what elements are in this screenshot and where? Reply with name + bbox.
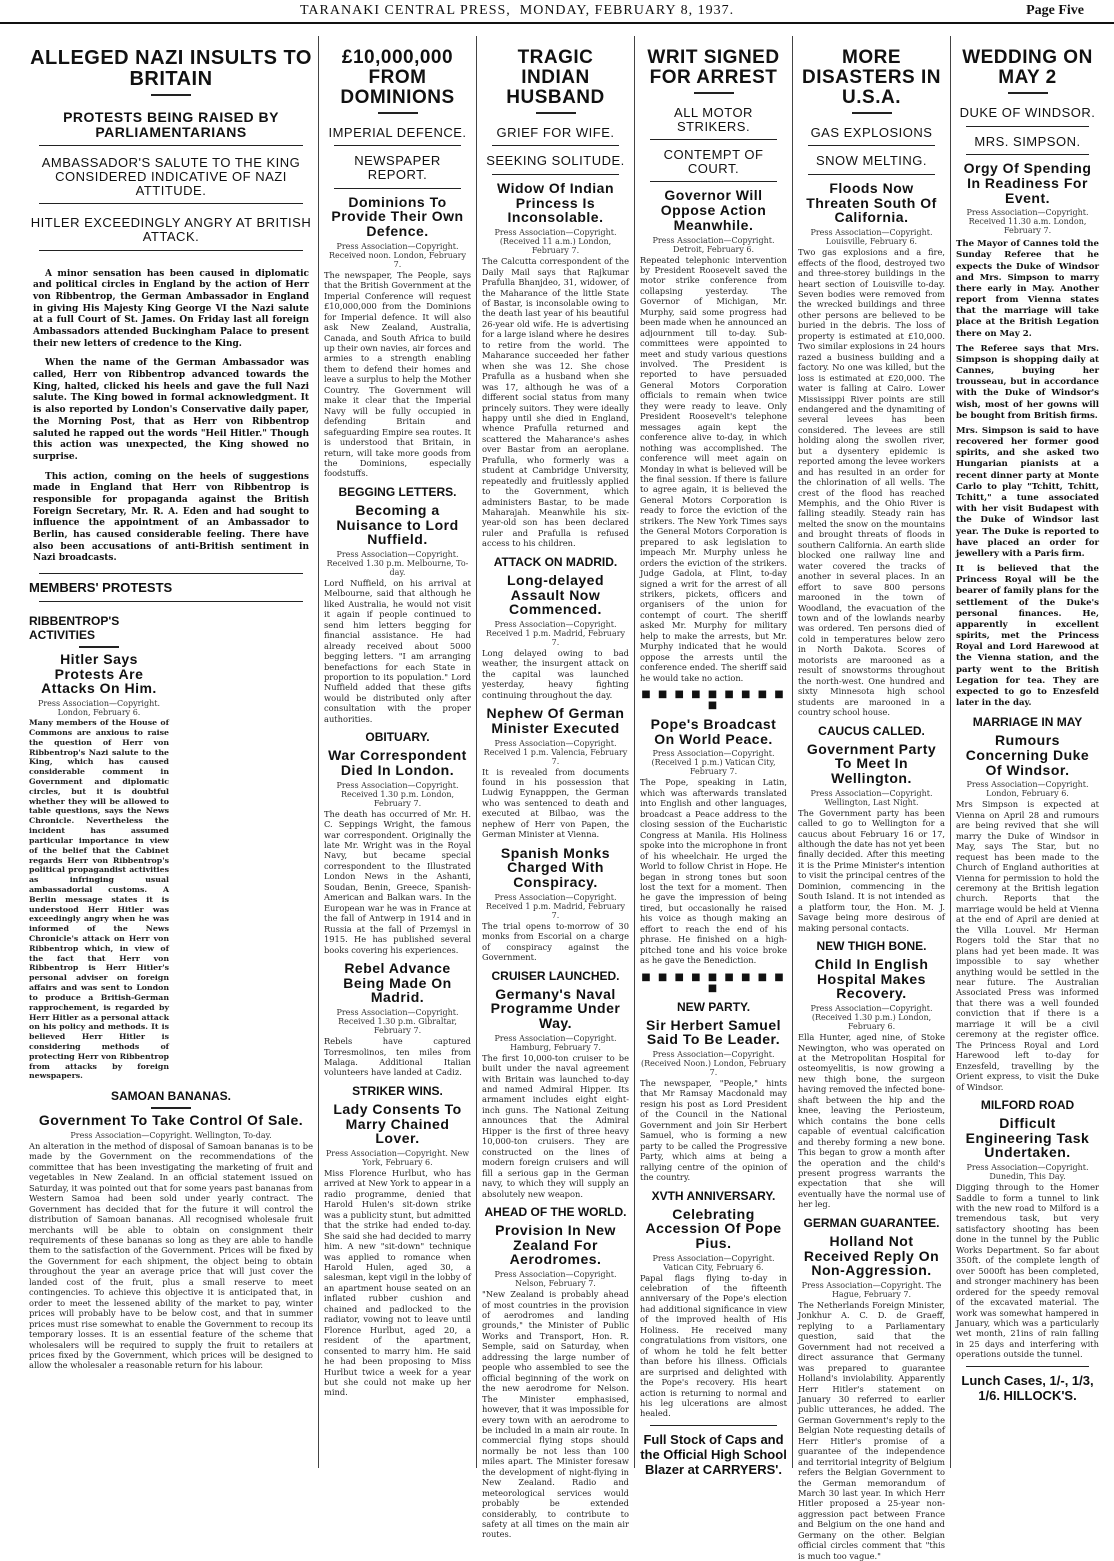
advertisement: Lunch Cases, 1/-, 1/3, 1/6. HILLOCK'S.: [961, 1372, 1094, 1403]
headline: TRAGIC INDIAN HUSBAND: [506, 47, 605, 108]
story-head: War Correspondent Died In London.: [328, 747, 467, 778]
dateline: Press Association—Copyright. London, February 6.: [37, 699, 161, 718]
subhead: MRS. SIMPSON.: [974, 133, 1081, 149]
section-head: GERMAN GUARANTEE.: [803, 1215, 940, 1230]
subhead: SNOW MELTING.: [816, 153, 927, 169]
story-head: Difficult Engineering Task Undertaken.: [965, 1115, 1090, 1161]
paragraph: When the name of the German Ambassador was called, Herr von Ribbentrop advanced towards the King, halted, clicked his heels and gave the full Nazi salute. The King bowed in formal acknowledgment. It is also reported by London's Conservative daily paper, the Morning Post, that as Herr von Ribbentrop saluted he rapped out the words "Heil Hitler." Though this action was unexpected, the King showed no surprise.: [33, 358, 309, 462]
dateline: Press Association—Copyright. Received noon. London, February 7.: [329, 241, 466, 269]
story-body: The Netherlands Foreign Minister, Jonkhur A. C. D. de Graeff, replying to a Parliamentary question, said that the Government had not received a direct assurance that Germany was prepared to guarantee Holland's inviolability. Apparently Herr Hitler's statement on January 30 referred to earlier public utterances, he added. The German Government's reply to the Belgian Note requesting details of Herr Hitler's promise of a guarantee of the independence and territorial integrity of Belgium refers the Belgian Government to the German memorandum of March 30 last year. In which Herr Hitler proposed a 25-year non-aggression pact between France and Belgium on the one hand and Germany on the other. Belgian official circles comment that "this is much too vague.": [798, 1299, 945, 1561]
paragraph: This action, coming on the heels of suggestions made in England that Herr von Ribbentrop is responsible for propaganda against the British Foreign Secretary, Mr. R. A. Eden and had sought to influence the appointment of an Ambassador to Berlin, has caused considerable feeling. There have also been accusations of anti-British sentiment in Nazi broadcasts.: [33, 471, 309, 564]
story-body: Rebels have captured Torresmolinos, ten miles from Malaga. Additional Italian volunteers have landed at Cadiz.: [324, 1036, 471, 1078]
column-1: [24, 36, 318, 1468]
column-6: [950, 36, 1104, 1468]
masthead: [0, 0, 1114, 24]
dateline: Press Association—Copyright. Vatican City, February 6.: [652, 1253, 775, 1272]
paragraph: Mrs. Simpson is said to have recovered her former good spirits, and she asked two Hungarian pianists at a recent dinner party at Monte Carlo to play "Tchitt, Tchitt, Tchitt," a tune associated with her visit Budapest with the Duke of Windsor last year. The Duke is reported to have placed an order for jewellery with a Paris firm.: [956, 425, 1099, 559]
dateline: Press Association—Copyright. Received 1 p.m. Madrid, February 7.: [485, 892, 626, 920]
story-head: Government Party To Meet In Wellington.: [806, 740, 937, 786]
dateline: Press Association—Copyright. Received 11.30 a.m. London, February 7.: [966, 208, 1089, 236]
dateline: Press Association—Copyright. Received 1.30 p.m. Gibraltar, February 7.: [336, 1008, 459, 1036]
paper-name: TARANAKI CENTRAL PRESS, MONDAY, FEBRUARY 8, 1937.: [300, 3, 735, 18]
dateline: Press Association—Copyright. Received 1.30 p.m. London, February 7.: [336, 780, 459, 808]
dateline: Press Association—Copyright. (Received 11 a.m.) London, February 7.: [494, 228, 617, 256]
story-body: The Calcutta correspondent of the Daily Mail says that Rajkumar Prafulla Bhanjdeo, 31, widower, of the Maharance of the little State of Bastar, is inconsolable owing to the death last year of his beautiful 26-year old wife. He is advertising for a large island where he desires to retire from the world. The Maharance succeeded her father when she was 12. She chose Prafulla as a husband when she was 17, although he was of a different social status from many princely suitors. They were ideally happy until she died in England, whence Prafulla returned and scattered the Maharance's ashes over Bastar from an aeroplane. Prafulla, who formerly was a student at Cambridge University, repeatedly and fruitlessly applied to the Government, which administers Bastar, to be made Maharajah. Meanwhile his six-year-old son has been declared ruler and Prafulla is refused access to his children.: [482, 256, 629, 549]
story-head: Widow Of Indian Princess Is Inconsolable.: [496, 180, 615, 226]
column-4: WRIT SIGNED FOR ARREST ALL MOTOR STRIKERS. CONTEMPT OF COURT. Governor Will Oppose Action Meanwhile. Press Association—Copyright. Detroit, February 6. Repeated telephonic intervention by President Roosevelt saved the motor strike conference from collapsing yesterday. The Governor of Michigan, Mr. Murphy, said some progress had been made when he announced an adjournment till to-day. Sub-committees were appointed to meet and study various questions involved. The President is reported to have persuaded General Motors Corporation officials to remain when twice they were ready to leave. Only President Roosevelt's telephone messages again kept the conference alive to-day, in which nothing was accomplished. The conference will meet again on Monday in what is believed will be the final session. If there is failure to agree again, it is believed the General Motors Corporation is ready to force the eviction of the strikers. The New York Times says the General Motors Corporation is prepared to ask legislation to impeach Mr. Murphy unless he orders the eviction of the strikers. Judge Gadola, at Flint, to-day signed a writ for the arrest of all strikers, pickets, officers and organisers of the union for contempt of court. The sheriff asked Mr. Murphy for military help to make the arrests, but Mr. Murphy indicated that he would oppose the arrests until the conference ended. The sheriff said he would take no action. ■ ■ ■ ■ ■ ■ ■ ■ ■ ■ Pope's Broadcast On World Peace. Press Association—Copyright. (Received 1 p.m.) Vatican City, February 7. The Pope, speaking in Latin, which was afterwards translated into English and other languages, broadcast a Peace address to the closing session of the Eucharistic Congress at Manila. His Holiness spoke into the microphone in front of his wheelchair. He urged the World to follow Christ in Hope. He began in strong tones but soon lost the text for a moment. Then he gave the impression of being tired, but occasionally he raised his voice as though making an effort to reach the end of his phrase. He finished on a high-pitched tone and his voice broke as he gave the Benediction. ■ ■ ■ ■ ■ ■ ■ ■ ■ ■ NEW PARTY. Sir Herbert Samuel Said To Be Leader. Press Association—Copyright. (Received Noon.) London, February 7. The newspaper, "People," hints that Mr Ramsay Macdonald may resign his post as Lord President of the Council in the National Government and join Sir Herbert Samuel, who is forming a new party to be called the Progressive Party, which aims at being a rallying centre of the opinion of the country. XVTH ANNIVERSARY. Celebrating Accession Of Pope Pius. Press Association—Copyright. Vatican City, February 6. Papal flags flying to-day in celebration of the fifteenth anniversary of the Pope's election had additional significance in view of the improved health of His Holiness. He received many congratulations from visitors, one of whom he told he felt better than before his illness. Officials are surprised and delighted with the Pope's recovery. His heart action is returning to normal and his leg ulcerations are almost healed. Full Stock of Caps and the Official High School Blazer at CARRYERS'.: [634, 36, 792, 1468]
story-head: Governor Will Oppose Action Meanwhile.: [660, 187, 767, 233]
advertisement: Full Stock of Caps and the Official High School Blazer at CARRYERS'.: [640, 1431, 787, 1477]
story-head: Nephew Of German Minister Executed: [486, 705, 625, 736]
subhead: IMPERIAL DEFENCE.: [328, 124, 467, 140]
story-body: The newspaper, "People," hints that Mr Ramsay Macdonald may resign his post as Lord President of the Council in the National Government and join Sir Herbert Samuel, who is forming a new party to be called the Progressive Party, which aims at being a rallying centre of the opinion of the country.: [640, 1077, 787, 1183]
dateline: Press Association—Copyright. Detroit, February 6.: [652, 235, 775, 254]
dateline: Press Association—Copyright. (Received 1.30 p.m.) London, February 6.: [810, 1004, 933, 1032]
story-body: Digging through to the Homer Saddle to form a tunnel to link with the new road to Milford is a tremendous task, but very satisfactory shooting has been done in the tunnel by the Public Works Department. So far about 350ft. of the complete length of over 5000ft has been completed, and stronger machinery has been ordered for the speedy removal of the excavated material. The work was somewhat hampered in January, which was a particularly wet month, 21ins of rain falling in 25 days and interfering with operations outside the tunnel.: [956, 1182, 1099, 1360]
story-body: The death has occurred of Mr. H. C. Seppings Wright, the famous war correspondent. Originally the late Mr. Wright was in the Royal Navy, but became special correspondent to the Illustrated London News in the Ashanti, Soudan, Benin, Greece, Spanish-American and Balkan wars. In the European war he was in France at the fall of Antwerp in 1914 and in Russia at the fall of Przemysl in 1915. He has published several books covering his experiences.: [324, 808, 471, 955]
story-body: Papal flags flying to-day in celebration of the fifteenth anniversary of the Pope's election had additional significance in view of the improved health of His Holiness. He received many congratulations from visitors, one of whom he told he felt better than before his illness. Officials are surprised and delighted with the Pope's recovery. His heart action is returning to normal and his leg ulcerations are almost healed.: [640, 1272, 787, 1419]
subhead: NEWSPAPER REPORT.: [354, 153, 441, 183]
section-head: MEMBERS' PROTESTS: [29, 580, 173, 596]
dateline: Press Association—Copyright. Nelson, February 7.: [494, 1270, 617, 1289]
column-2: [318, 36, 476, 1468]
story-body: Long delayed owing to bad weather, the insurgent attack on the capital was launched yesterday, heavy fighting continuing throughout the day.: [482, 647, 629, 700]
headline: WEDDING ON MAY 2: [962, 47, 1093, 88]
story-body: The Government party has been called to go to Wellington for a caucus about February 16 or 17, although the date has not yet been finally decided. After this meeting it is the Prime Minister's intention to visit the principal centres of the Dominion, commencing in the South Island. It is not intended as a platform tour, the Hon. M. J. Savage being more desirous of making personal contacts.: [798, 807, 945, 933]
subhead: HITLER EXCEEDINGLY ANGRY AT BRITISH ATTACK.: [30, 215, 312, 244]
story-head: Celebrating Accession Of Pope Pius.: [645, 1205, 782, 1251]
section-head: OBITUARY.: [365, 730, 430, 745]
column-5: [792, 36, 950, 1561]
subhead: AMBASSADOR'S SALUTE TO THE KING CONSIDERED INDICATIVE OF NAZI ATTITUDE.: [41, 155, 301, 198]
headline: WRIT SIGNED FOR ARREST: [647, 47, 780, 88]
story-head: Spanish Monks Charged With Conspiracy.: [500, 844, 611, 891]
story-body: Two gas explosions and a fire, effects of the flood, destroyed two and three-storey buildings in the heart section of Louisville to-day. Seven bodies were removed from the wrecked buildings and three other persons are believed to be buried in the debris. The loss of property is estimated at £10,000. Two similar explosions in 24 hours razed a business building and a factory. No one was killed, but the loss is estimated at £20,000. The water is falling at Cairo. Lower Mississippi River points are still endangered and the dynamiting of several levees has been considered. The levees are still holding along the swollen river, but a dysentery epidemic is reported among the levee workers and has resulted in an order for the chlorination of all wells. The crest of the flood has reached Memphis, and the Ohio River is falling steadily. Steady rain has melted the snow on the mountains and brought threats of floods in southern California. An earth slide blocked one railway line and water covered the tracks of another in several places. In an effort to save 800 persons marooned in the town of Woodland, the evacuation of the town and of the lowlands nearby was ordered. Ten persons died of cold in temperatures below zero in North Dakota. Scores of motorists are marooned as a result of snowstorms throughout the north-west. One hundred and sixty Minnesota high school students are marooned in a country school house.: [798, 247, 945, 718]
story-body: An alteration in the method of disposal of Samoan bananas is to be made by the Government on the recommendations of the committee that has been investigating the marketing of fruit and vegetables in New Zealand. In an official statement issued on Saturday, it was pointed out that for some years past bananas from Western Samoa had been sold under yearly contract. The Government has decided that for the future it will control the distribution of Samoan bananas. All recognised wholesale fruit merchants will be able to obtain on consignment their requirements of these bananas so long as they are able to handle them to the satisfaction of the Government. Prices will be fixed by the Government for each shipment, the object being to obtain throughout the year an average price that will just cover the landed cost of the fruit, plus a small reserve to meet contingencies. To achieve this objective it is anticipated that, in order to meet the lessened ability of the market to pay, winter prices will probably have to be below cost, and that in summer prices must rise somewhat to enable the Government to recoup its temporary losses. It is an essential feature of the scheme that wholesalers will be required to supply the fruit to retailers at prices fixed by the Government, which prices will be designed to allow the wholesaler a reasonable return for his labour.: [29, 1140, 313, 1371]
story-head: Pope's Broadcast On World Peace.: [650, 716, 777, 747]
dateline: Press Association—Copyright. London, February 6.: [966, 780, 1089, 799]
dateline: Press Association—Copyright. Received 1 p.m. Valencia, February 7.: [483, 738, 628, 766]
subhead: CONTEMPT OF COURT.: [663, 147, 764, 176]
story-head: Sir Herbert Samuel Said To Be Leader.: [645, 1016, 782, 1048]
headline: MORE DISASTERS IN U.S.A.: [801, 47, 942, 108]
story-head: Dominions To Provide Their Own Defence.: [331, 193, 464, 240]
paragraph: The Mayor of Cannes told the Sunday Referee that he expects the Duke of Windsor and Mrs. Simpson to marry there early in May. Another report from Vienna states that the marriage will take place at the British Legation there on May 2.: [956, 239, 1099, 339]
section-head: AHEAD OF THE WORLD.: [484, 1205, 627, 1219]
story-head: Government To Take Control Of Sale.: [38, 1112, 304, 1129]
subhead: GAS EXPLOSIONS: [810, 124, 933, 140]
story-body: The first 10,000-ton cruiser to be built under the naval agreement with Britain was launched to-day and named Admiral Hipper. Its armament includes eight eight-inch guns. The National Zeitung announces that the Admiral Hipper is the first of three heavy 10,000-ton cruisers. They are constructed on the lines of modern foreign cruisers and will fill a serious gap in the German navy, to which they will supply an absolutely new weapon.: [482, 1052, 629, 1199]
story-body: "New Zealand is probably ahead of most countries in the provision of aerodromes and landing grounds," the Minister of Public Works and Transport, Hon. R. Semple, said on Saturday, when addressing the large number of people who assembled to see the official beginning of the work on the new aerodrome for Nelson. The Minister emphasised, however, that it was impossible for every town with an aerodrome to be included in a main air route. In commercial flying stops should normally be not less than 100 miles apart. The Minister foresaw the development of night-flying in New Zealand. Radio and meteorological services would probably be extended considerably, to contribute to safety at all times on the main air routes.: [482, 1289, 629, 1540]
dateline: Press Association—Copyright. The Hague, February 7.: [801, 1280, 942, 1299]
subhead: SEEKING SOLITUDE.: [486, 153, 625, 169]
story-head: Floods Now Threaten South Of California.: [806, 180, 937, 226]
story-head: Hitler Says Protests Are Attacks On Him.: [41, 651, 157, 697]
story-body: Repeated telephonic intervention by President Roosevelt saved the motor strike conference from collapsing yesterday. The Governor of Michigan, Mr. Murphy, said some progress had been made when he announced an adjournment till to-day. Sub-committees were appointed to meet and study various questions involved. The President is reported to have persuaded General Motors Corporation officials to remain when twice they were ready to leave. Only President Roosevelt's telephone messages again kept the conference alive to-day, in which nothing was accomplished. The conference will meet again on Monday in what is believed will be the final session. If there is failure to agree again, it is believed the General Motors Corporation is ready to force the eviction of the strikers. The New York Times says the General Motors Corporation is prepared to ask legislation to impeach Mr. Murphy unless he orders the eviction of the strikers. Judge Gadola, at Flint, to-day signed a writ for the arrest of all strikers, pickets, officers and organisers of the union for contempt of court. The sheriff asked Mr. Murphy for military help to make the arrests, but Mr. Murphy indicated that he would oppose the arrests until the conference ended. The sheriff said he would take no action.: [640, 254, 787, 683]
section-head: STRIKER WINS.: [352, 1083, 443, 1098]
story-head: Lady Consents To Marry Chained Lover.: [333, 1100, 462, 1147]
column-3: [476, 36, 634, 1540]
columns: [24, 36, 1104, 1561]
story-head: Long-delayed Assault Now Commenced.: [506, 571, 604, 618]
subhead: GRIEF FOR WIFE.: [496, 124, 615, 140]
dateline: Press Association—Copyright. Wellington, To-day.: [70, 1130, 272, 1140]
page-number: Page Five: [1026, 3, 1084, 18]
section-head: SAMOAN BANANAS.: [111, 1089, 231, 1104]
section-head: BEGGING LETTERS.: [338, 484, 457, 499]
subhead: ALL MOTOR STRIKERS.: [674, 104, 753, 134]
story-body: The newspaper, The People, says that the British Government at the Imperial Conference will request £10,000,000 from the Dominions for Imperial defence. It will also ask New Zealand, Australia, Canada, and South Africa to build up their own navies, air forces and armies to a strength enabling them to defend their homes and leave a surplus to help the Mother Country. The Government will make it clear that the Imperial Navy will be fully occupied in defending Britain and safeguarding Empire sea routes. It is understood that Britain, in return, will take more goods from the Dominions, especially foodstuffs.: [324, 269, 471, 479]
story-head: Becoming a Nuisance to Lord Nuffield.: [336, 501, 459, 548]
section-head: NEW THIGH BONE.: [816, 939, 927, 954]
story-head: Provision In New Zealand For Aerodromes.: [495, 1222, 616, 1268]
dateline: Press Association—Copyright. Received 1 p.m. Madrid, February 7.: [485, 619, 626, 647]
headline: ALLEGED NAZI INSULTS TO BRITAIN: [30, 47, 312, 90]
dateline: Press Association—Copyright. Wellington, Last Night.: [810, 788, 933, 807]
dateline: Press Association—Copyright. New York, February 6.: [325, 1148, 470, 1167]
paragraph: A minor sensation has been caused in diplomatic and political circles in England by the action of Herr von Ribbentrop, the German Ambassador in England in giving His Majesty King George VI the Nazi salute at a full Court of St. James. On Friday last all foreign Ambassadors attended Buckingham Palace to present their new letters of credence to the King.: [33, 268, 309, 349]
dateline: Press Association—Copyright. Received 1.30 p.m. Melbourne, To-day.: [326, 549, 469, 577]
section-head: CRUISER LAUNCHED.: [491, 968, 620, 983]
story-body: Mrs Simpson is expected at Vienna on April 28 and rumours are being revived that she will marry the Duke of Windsor in May, says The Star, but no request has been made to the Church of England authorities at Vienna for permission to hold the ceremony at the British legation church. Reports that the marriage would be held at Vienna at the end of April are denied at the Villa Louvel. Mr Herman Rogers told the Star that no plans had yet been made. It was impossible to say whether anything would be settled in the near future. The Australian Associated Press was informed that there was a well founded conviction that if there is a marriage it will be a civil ceremony at the register office. The Princess Royal and Lord Harewood left to-day for Enzesfeld, travelling by the Orient express, to visit the Duke of Windsor.: [956, 799, 1099, 1092]
story-body: Many members of the House of Commons are anxious to raise the question of Herr von Ribbentrop's Nazi salute to the King, which has caused considerable comment in Government and diplomatic circles, but it is doubtful whether they will be allowed to table questions, says the News Chronicle. Nevertheless the incident has assumed particular importance in view of the belief that the Cabinet regards Herr von Ribbentrop's political propagandist activities as infringing usual ambassadorial customs. A Berlin message states it is understood Herr Hitler was exceedingly angry when he was informed of the News Chronicle's attack on Herr von Ribbentrop which, in view of the fact that Herr von Ribbentrop is Herr Hitler's personal adviser on foreign affairs and was sent to London to produce a British-German rapprochement, is regarded by Herr Hitler as a personal attack on his policy and methods. It is believed Herr Hitler is considering methods of protecting Herr von Ribbentrop from attacks by foreign newspapers.: [29, 718, 169, 1081]
subhead: PROTESTS BEING RAISED BY PARLIAMENTARIANS: [63, 109, 279, 140]
dateline: Press Association—Copyright. Hamburg, February 7.: [494, 1033, 617, 1052]
paragraph: The Referee says that Mrs. Simpson is shopping daily at Cannes, buying her trousseau, but in accordance with the Duke of Windsor's wish, most of her gowns will be bought from British firms.: [956, 343, 1099, 421]
story-body: It is revealed from documents found in his possession that Ludwig Eynapppen, the German who was sentenced to death and executed at Bilbao, was the nephew of Herr von Papen, the German Minister at Vienna.: [482, 766, 629, 840]
section-head: MILFORD ROAD: [980, 1098, 1075, 1113]
story-head: Germany's Naval Programme Under Way.: [490, 985, 621, 1031]
story-head: Holland Not Received Reply On Non-Aggression.: [803, 1232, 940, 1279]
dateline: Press Association—Copyright. Dunedin, This Day.: [966, 1163, 1089, 1182]
dateline: Press Association—Copyright. (Received 1 p.m.) Vatican City, February 7.: [651, 749, 776, 777]
story-body: The trial opens to-morrow of 30 monks from Escorial on a charge of conspiracy against the Government.: [482, 920, 629, 963]
subhead: DUKE OF WINDSOR.: [959, 104, 1096, 120]
section-head: CAUCUS CALLED.: [818, 723, 925, 738]
headline: £10,000,000 FROM DOMINIONS: [340, 47, 455, 108]
story-body: Miss Florence Hurlbut, who has arrived at New York to appear in a radio programme, denied that Harold Hulen's sit-down strike was a publicity stunt, but admitted that the strike had ended to-day. She said she had decided to marry him. A new "sit-down" technique was applied to romance when Harold Hulen, aged 30, a salesman, kept vigil in the lobby of an apartment house seated on an inflated rubber cushion and chained and padlocked to the radiator, vowing not to leave until Florence Hurlbut, aged 20, a resident of the apartment, consented to marry him. He said he had been proposing to Miss Hurlbut twice a week for a year but she could not make up her mind.: [324, 1167, 471, 1398]
dateline: Press Association—Copyright. Louisville, February 6.: [810, 228, 933, 247]
section-head: NEW PARTY.: [676, 999, 751, 1014]
section-head: ATTACK ON MADRID.: [493, 554, 618, 569]
dateline: Press Association—Copyright. (Received Noon.) London, February 7.: [640, 1049, 787, 1077]
section-head: XVTH ANNIVERSARY.: [651, 1188, 776, 1203]
story-body: The Pope, speaking in Latin, which was afterwards translated into English and other languages, broadcast a Peace address to the closing session of the Eucharistic Congress at Manila. His Holiness spoke into the microphone in front of his wheelchair. He urged the World to follow Christ in Hope. He began in strong tones but soon lost the text for a moment. Then he gave the impression of being tired, but occasionally he raised his voice as though making an effort to reach the end of his phrase. He finished on a high-pitched tone and his voice broke as he gave the Benediction.: [640, 777, 787, 966]
section-head: RIBBENTROP'S ACTIVITIES: [29, 614, 120, 643]
story-head: Rebel Advance Being Made On Madrid.: [343, 959, 452, 1006]
story-head: Child In English Hospital Makes Recovery.: [814, 956, 929, 1002]
story-head: Orgy Of Spending In Readiness For Event.: [963, 160, 1092, 206]
paragraph: It is believed that the Princess Royal will be the bearer of family plans for the settlement of the Duke's personal finances. He, apparently in excellent spirits, met the Princess Royal and Lord Harewood at the Vienna station, and the party went to the British Legation for tea. They are expected to go to Enzesfeld later in the day.: [956, 564, 1099, 709]
story-body: Ella Hunter, aged nine, of Stoke Newington, who was operated on at the Metropolitan Hospital for osteomyelitis, is now growing a new thigh bone, the surgeon having removed the infected bone-shaft between the hip and the knee, leaving the Periosteum, which contains the bone cells capable of eventual calcification and thereby forming a new bone. This began to grow a month after the operation and the child's present progress warrants the expectation that she will eventually have the normal use of her leg.: [798, 1032, 945, 1210]
section-head: MARRIAGE IN MAY: [972, 715, 1083, 730]
story-body: Lord Nuffield, on his arrival at Melbourne, said that although he liked Australia, he would not visit it again if people continued to send him letters begging for financial assistance. He had already received about 5000 begging letters. "I am arranging benefactions for each State in proportion to its population." Lord Nuffield added that these gifts would be distributed only after consultation with the proper authorities.: [324, 577, 471, 724]
story-head: Rumours Concerning Duke Of Windsor.: [965, 732, 1090, 778]
